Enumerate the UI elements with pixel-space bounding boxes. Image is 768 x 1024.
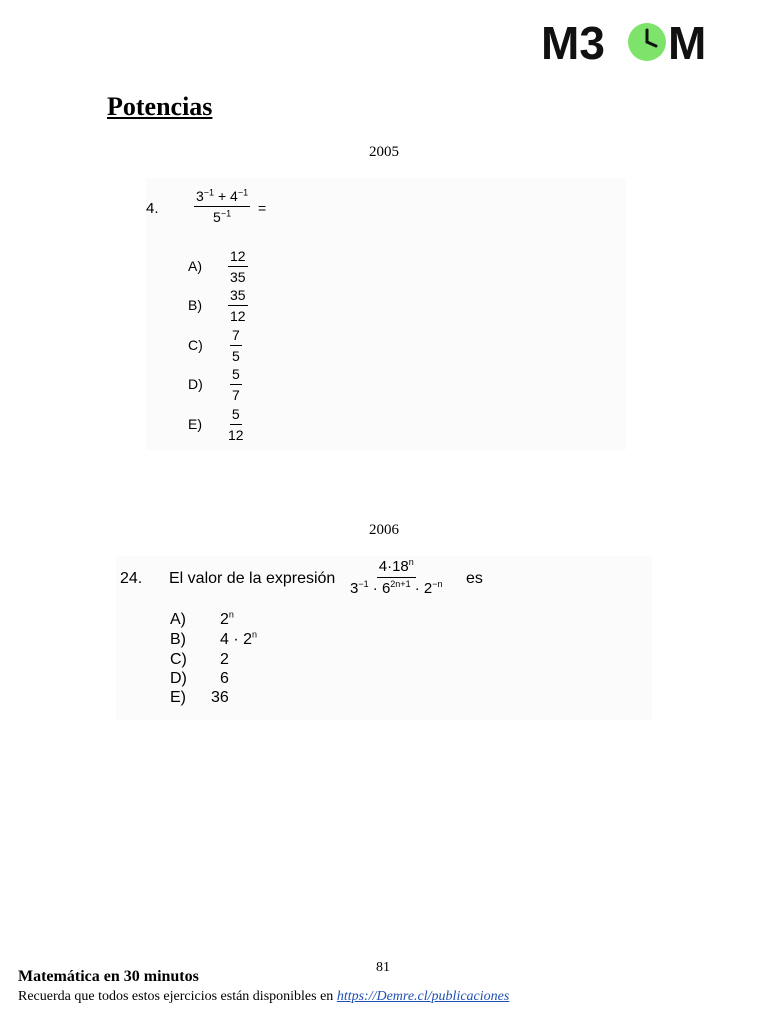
demre-link[interactable]: https://Demre.cl/publicaciones (336, 989, 510, 1004)
q1-year: 2005 (369, 144, 399, 160)
question-4-panel: 4. $\frac{3^{-1} + 4^{-1}}{5^{-1}}$ = A) $\frac{12}{35}$ B) $\frac{35}{12}$ C) $\frac{7}{5}$ D) $\frac{5}{7}$ E) $\frac{5}{12}$ (146, 178, 626, 450)
q2-year: 2006 (369, 522, 399, 538)
q2-prompt: El valor de la expresión (169, 570, 336, 587)
question-24-panel: 24. El valor de la expresión $\frac{4\cdot 18^n}{3^{-1} \cdot 6^{2n+1} \cdot 2^{-n}}$ es A) 2$^n$ B) $4 \cdot 2^n$ C) 2 D) 6 E) 36 (116, 556, 652, 720)
q2-expression: $\frac{4\cdot 18^n}{3^{-1} \cdot 6^{2n+1} \cdot 2^{-n}}$ (350, 557, 443, 597)
clock-icon (628, 23, 666, 61)
logo-text-right: M (668, 18, 707, 66)
m30m-logo (541, 18, 711, 66)
q1-number: 4. (146, 200, 159, 217)
logo-text-left: M3 (541, 18, 605, 66)
q1-expression: $\frac{3^{-1} + 4^{-1}}{5^{-1}}$ (196, 187, 249, 225)
page-title: Potencias (107, 92, 213, 121)
footer-title: Matemática en 30 minutos (18, 968, 199, 985)
q1-equals: = (258, 200, 267, 216)
q2-suffix: es (466, 570, 483, 587)
q2-number: 24. (120, 570, 143, 587)
footer-note (18, 989, 509, 1005)
page-number: 81 (376, 960, 390, 975)
footer-note-text: Recuerda que todos estos ejercicios están disponibles en (18, 989, 337, 1004)
